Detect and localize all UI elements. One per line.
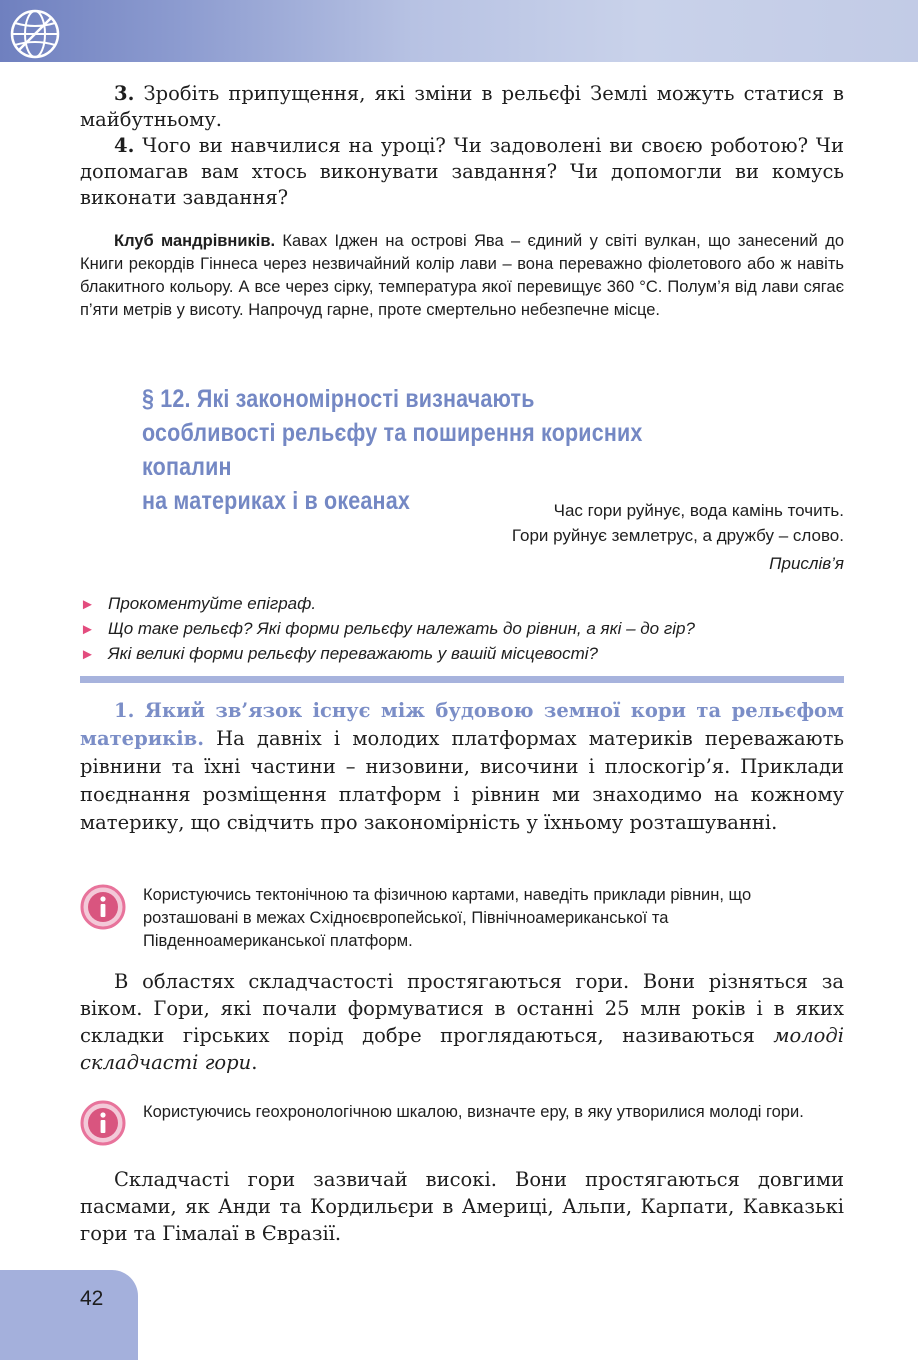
triangle-marker-icon: ► bbox=[80, 621, 95, 638]
task-4-text: Чого ви навчилися на уроці? Чи задоволені ви своєю роботою? Чи допомагав вам хтось виконувати завдання? Чи допомогли ви комусь виконати завдання? bbox=[80, 134, 844, 209]
travelers-club bbox=[80, 230, 844, 322]
info-icon bbox=[80, 884, 126, 930]
header-band bbox=[0, 0, 918, 62]
paragraph-text: Складчасті гори зазвичай високі. Вони простягаються довгими пасмами, як Анди та Кордильєри в Америці, Альпи, Карпати, Кавказькі гори та Гімалаї в Євразії. bbox=[80, 1168, 844, 1245]
paragraph-platforms bbox=[80, 697, 844, 837]
question-text: Що таке рельєф? Які форми рельєфу належать до рівнин, а які – до гір? bbox=[108, 619, 695, 638]
epigraph-line-2: Гори руйнує землетрус, а дружбу – слово. bbox=[511, 526, 844, 545]
task-4 bbox=[80, 133, 844, 211]
info-task-2: Користуючись геохронологічною шкалою, визначте еру, в яку утворилися молоді гори. bbox=[143, 1103, 804, 1121]
epigraph-source: Прислів’я bbox=[769, 554, 844, 573]
info-icon bbox=[80, 1100, 126, 1146]
question-item bbox=[80, 642, 844, 667]
task-4-number: 4. bbox=[114, 134, 135, 157]
paragraph-fold-mountains bbox=[80, 968, 844, 1076]
question-text: Які великі форми рельєфу переважають у вашій місцевості? bbox=[108, 644, 598, 663]
task-3-number: 3. bbox=[114, 82, 135, 105]
question-item bbox=[80, 617, 844, 642]
paragraph-end: . bbox=[251, 1051, 258, 1074]
section-title-line-1: § 12. Які закономірності визначають bbox=[142, 385, 535, 413]
paragraph-text: На давніх і молодих платформах материків переважають рівнини та їхні частини – низовини, височини і плоскогір’я. Приклади поєднання розміщення платформ і рівнин ми знаходимо на кожному материку, що свідчить про закономірність у їхньому розташуванні. bbox=[80, 727, 844, 834]
triangle-marker-icon: ► bbox=[80, 596, 95, 613]
info-task-1: Користуючись тектонічною та фізичною картами, наведіть приклади рівнин, що розташовані в межах Східноєвропейської, Північноамериканської та Південноамериканської платформ. bbox=[143, 886, 752, 950]
triangle-marker-icon: ► bbox=[80, 646, 95, 663]
question-text: Прокоментуйте епіграф. bbox=[108, 594, 317, 613]
paragraph-high-mountains bbox=[80, 1166, 844, 1247]
section-title-line-3: на материках і в океанах bbox=[142, 487, 410, 515]
warmup-questions bbox=[80, 592, 844, 667]
epigraph-line-1: Час гори руйнує, вода камінь точить. bbox=[553, 501, 844, 520]
paragraph-heading: 1. Який зв’язок існує між будовою земної кори та рельєфом материків. bbox=[80, 699, 844, 750]
key-term: молоді складчасті гори bbox=[80, 1024, 844, 1074]
section-divider bbox=[80, 676, 844, 683]
travelers-club-label: Клуб мандрівників. bbox=[114, 232, 276, 250]
section-title-line-2: особливості рельєфу та поширення корисних копалин bbox=[142, 419, 643, 481]
travelers-club-text: Кавах Іджен на острові Ява – єдиний у світі вулкан, що занесений до Книги рекордів Гіннеса через незвичайний колір лави – вона переважно фіолетового або ж навіть блакитного кольору. А все через сірку, температура якої перевищує 360 °C. Полум’я від лави сягає п’яти метрів у висоту. Напрочуд гарне, проте смертельно небезпечне місце. bbox=[80, 232, 844, 319]
question-item bbox=[80, 592, 844, 617]
epigraph bbox=[400, 498, 844, 576]
task-3 bbox=[80, 81, 844, 133]
page-number-tab bbox=[0, 1270, 138, 1360]
page-number: 42 bbox=[80, 1287, 104, 1310]
task-3-text: Зробіть припущення, які зміни в рельєфі Землі можуть статися в майбутньому. bbox=[80, 82, 844, 131]
paragraph-text: В областях складчастості простягаються гори. Вони різняться за віком. Гори, які почали формуватися в останні 25 млн років і в яких складки гірських порід добре проглядаються, називаються bbox=[80, 970, 844, 1047]
globe-icon bbox=[8, 7, 62, 61]
